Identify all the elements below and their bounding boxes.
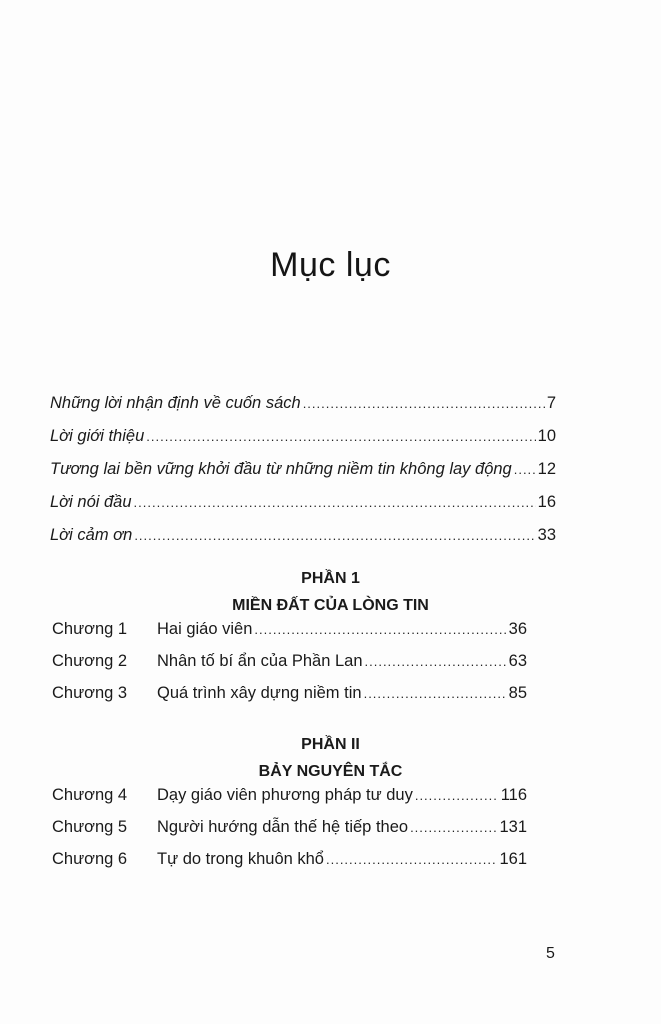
chapter-number: Chương 4 <box>52 786 128 804</box>
toc-entry[interactable] <box>50 394 556 427</box>
chapter-entry[interactable] <box>52 850 527 882</box>
chapter-entry[interactable] <box>52 818 527 850</box>
chapter-entry[interactable] <box>52 620 527 652</box>
page-title: Mục lục <box>270 246 391 284</box>
chapter-page: 161 <box>499 850 527 868</box>
front-matter-list <box>50 394 556 559</box>
chapter-page: 116 <box>500 786 527 804</box>
part-2-heading <box>0 731 661 785</box>
chapter-page: 131 <box>499 818 527 836</box>
dot-leader <box>415 788 499 803</box>
part-number: PHẦN 1 <box>301 570 360 587</box>
toc-entry-label: Lời cảm ơn <box>50 526 133 544</box>
chapter-number: Chương 3 <box>52 684 128 702</box>
chapter-page: 63 <box>508 652 527 670</box>
toc-entry[interactable] <box>50 493 556 526</box>
dot-leader <box>146 429 535 444</box>
toc-entry-label: Lời giới thiệu <box>50 427 145 445</box>
chapter-number: Chương 6 <box>52 850 128 868</box>
dot-leader <box>365 654 507 669</box>
page-number: 5 <box>546 945 555 962</box>
part-1-heading <box>0 565 661 619</box>
toc-entry-label: Lời nói đầu <box>50 493 132 511</box>
part-title: MIỀN ĐẤT CỦA LÒNG TIN <box>232 597 429 614</box>
dot-leader <box>134 528 535 543</box>
dot-leader <box>410 820 497 835</box>
toc-entry-page: 16 <box>537 493 556 511</box>
chapter-title: Hai giáo viên <box>157 620 253 638</box>
chapter-title: Tự do trong khuôn khổ <box>157 850 324 868</box>
toc-entry[interactable] <box>50 460 556 493</box>
toc-entry-label: Tương lai bền vững khởi đầu từ những niềm tin không lay động <box>50 460 512 478</box>
toc-entry[interactable] <box>50 427 556 460</box>
chapter-entry[interactable] <box>52 652 527 684</box>
dot-leader <box>364 686 507 701</box>
toc-entry-page: 12 <box>537 460 556 478</box>
dot-leader <box>326 852 497 867</box>
toc-entry-page: 33 <box>537 526 556 544</box>
toc-entry-page: 10 <box>537 427 556 445</box>
toc-entry-label: Những lời nhận định về cuốn sách <box>50 394 301 412</box>
dot-leader <box>134 495 536 510</box>
part-title: BẢY NGUYÊN TẮC <box>258 763 403 780</box>
dot-leader <box>254 622 506 637</box>
chapter-number: Chương 2 <box>52 652 128 670</box>
chapter-page: 85 <box>508 684 527 702</box>
chapter-entry[interactable] <box>52 684 527 716</box>
chapter-title: Dạy giáo viên phương pháp tư duy <box>157 786 413 804</box>
toc-entry-page: 7 <box>546 394 556 412</box>
chapter-title: Người hướng dẫn thế hệ tiếp theo <box>157 818 409 836</box>
chapter-title: Nhân tố bí ẩn của Phần Lan <box>157 652 363 670</box>
chapter-title: Quá trình xây dựng niềm tin <box>157 684 362 702</box>
chapter-number: Chương 5 <box>52 818 128 836</box>
part-number: PHẦN II <box>301 736 360 753</box>
dot-leader <box>514 462 536 477</box>
part-1-chapters <box>52 620 527 716</box>
part-2-chapters <box>52 786 527 882</box>
chapter-number: Chương 1 <box>52 620 128 638</box>
chapter-page: 36 <box>508 620 527 638</box>
dot-leader <box>303 396 545 411</box>
toc-entry[interactable] <box>50 526 556 559</box>
chapter-entry[interactable] <box>52 786 527 818</box>
